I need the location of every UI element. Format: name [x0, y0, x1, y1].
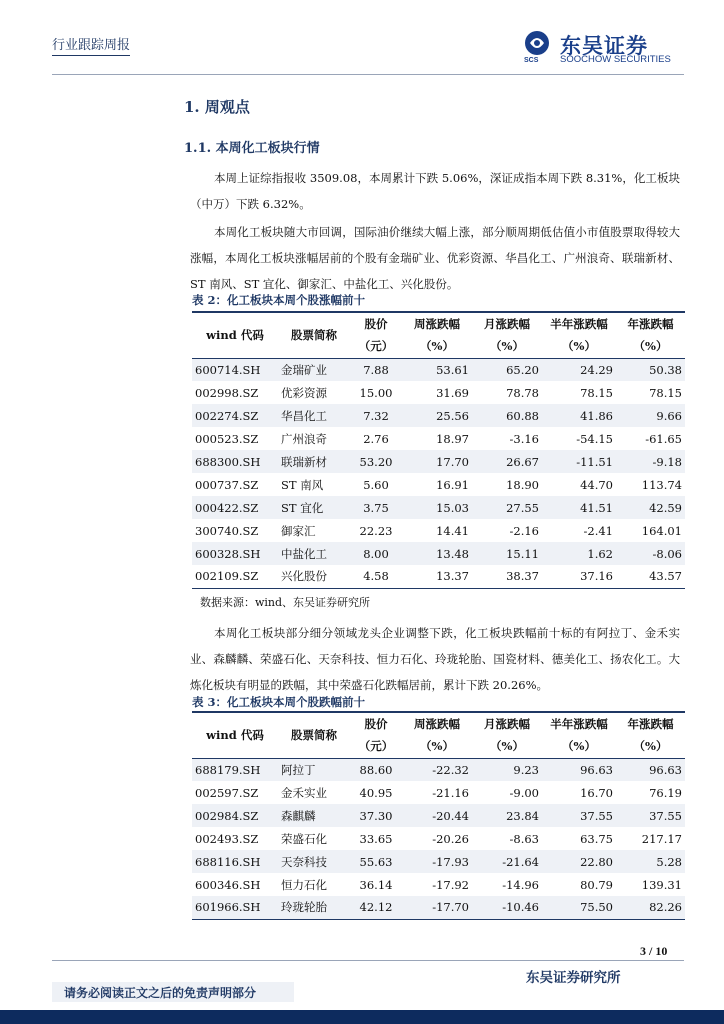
table-row: [192, 473, 685, 496]
table-cell: 78.78: [506, 385, 539, 400]
col-header: 股价（元）: [358, 717, 394, 754]
table-cell: 000422.SZ: [195, 500, 259, 515]
subsection-heading: 1.1. 本周化工板块行情: [184, 141, 320, 156]
table-cell: 75.50: [580, 900, 613, 915]
paragraph-gainers: [190, 219, 680, 297]
table-cell: 65.20: [506, 362, 539, 377]
table-cell: 41.51: [580, 500, 613, 515]
table-cell: 53.61: [436, 362, 469, 377]
table-cell: 000737.SZ: [195, 477, 259, 492]
col-header: 半年涨跌幅（%）: [550, 317, 608, 354]
table-cell: 33.65: [359, 831, 393, 846]
table-cell: -10.46: [502, 900, 539, 915]
table-cell: 中盐化工: [281, 546, 327, 561]
page-number: 3 / 10: [640, 944, 668, 958]
table-cell: 24.29: [580, 362, 613, 377]
table-cell: 63.75: [580, 831, 613, 846]
paragraph-text: 本周化工板块部分细分领域龙头企业调整下跌，化工板块跌幅前十标的有阿拉丁、金禾实业、森麟麟、荣盛石化、天奈科技、恒力石化、玲珑轮胎、国瓷材料、德美化工、扬农化工。大炼化板块有明显的跌幅，其中荣盛石化跌幅居前，累计下跌 20.26%。: [190, 626, 680, 692]
table-cell: -61.65: [645, 431, 682, 446]
table-cell: -20.44: [432, 808, 469, 823]
table-cell: 15.00: [359, 385, 393, 400]
brokerage-logo: [520, 30, 680, 70]
table-cell: 7.32: [363, 408, 389, 423]
table-cell: -21.64: [502, 854, 539, 869]
table-cell: 40.95: [359, 785, 393, 800]
table-cell: 139.31: [641, 877, 682, 892]
logo-chinese-name: 东吴证券: [560, 34, 648, 58]
table2-caption: 表 2：化工板块本周个股涨幅前十: [192, 293, 366, 307]
table-cell: 18.90: [506, 477, 539, 492]
table-row: [192, 496, 685, 519]
table-cell: 14.41: [436, 523, 469, 538]
table-cell: 22.23: [359, 523, 393, 538]
header-divider: [52, 74, 684, 75]
table-cell: 优彩资源: [281, 385, 327, 400]
table-cell: 26.67: [506, 454, 539, 469]
table-cell: 16.70: [580, 785, 613, 800]
table-cell: 1.62: [587, 546, 613, 561]
col-header: wind 代码: [206, 728, 264, 743]
table-cell: 600714.SH: [195, 362, 261, 377]
table-cell: 42.59: [649, 500, 682, 515]
paragraph-text: 本周化工板块随大市回调，国际油价继续大幅上涨，部分顺周期低估值小市值股票取得较大涨幅，本周化工板块涨幅居前的个股有金瑞矿业、优彩资源、华昌化工、广州浪奇、联瑞新材、ST 南风、ST 宜化、御家汇、中盐化工、兴化股份。: [190, 225, 680, 291]
table-cell: 002109.SZ: [195, 569, 259, 584]
table-cell: 16.91: [436, 477, 469, 492]
table-cell: -2.16: [509, 523, 539, 538]
footer-bar: [0, 1010, 724, 1024]
table-cell: 76.19: [649, 785, 682, 800]
table-cell: 金禾实业: [281, 785, 327, 800]
table-cell: 44.70: [580, 477, 613, 492]
table-cell: 43.57: [649, 569, 682, 584]
paragraph-index-summary: [190, 165, 680, 217]
table-cell: -14.96: [502, 877, 539, 892]
table-cell: 113.74: [641, 477, 682, 492]
table-cell: -8.06: [652, 546, 682, 561]
table-row: [192, 804, 685, 827]
table-cell: 荣盛石化: [281, 831, 327, 846]
table-cell: 13.48: [436, 546, 469, 561]
table-row: [192, 781, 685, 804]
table-cell: 002274.SZ: [195, 408, 259, 423]
table-cell: 37.55: [580, 808, 613, 823]
table-cell: 5.60: [363, 477, 389, 492]
col-header: 周涨跌幅（%）: [414, 717, 460, 754]
table-row: [192, 450, 685, 473]
table-cell: 天奈科技: [281, 854, 327, 869]
table-cell: 80.79: [580, 877, 613, 892]
table-cell: 88.60: [359, 762, 393, 777]
table-cell: 兴化股份: [281, 569, 327, 584]
table-cell: 688116.SH: [195, 854, 261, 869]
table-cell: -17.70: [432, 900, 469, 915]
col-header: 股票简称: [291, 728, 337, 743]
table-cell: 217.17: [641, 831, 682, 846]
table-cell: 96.63: [580, 762, 613, 777]
table-cell: -3.16: [509, 431, 539, 446]
table-cell: 50.38: [649, 362, 682, 377]
table-cell: 164.01: [641, 523, 682, 538]
table-cell: 华昌化工: [281, 408, 327, 423]
table-row: [192, 542, 685, 565]
disclaimer-notice: 请务必阅读正文之后的免责声明部分: [64, 986, 257, 1000]
table-cell: -9.18: [652, 454, 682, 469]
table-cell: 37.16: [580, 569, 613, 584]
table-row: [192, 896, 685, 919]
table-cell: 广州浪奇: [281, 431, 327, 446]
logo-english-name: SOOCHOW SECURITIES: [560, 54, 671, 65]
col-header: 股价（元）: [358, 317, 394, 354]
table-cell: 37.30: [359, 808, 393, 823]
table-cell: 688300.SH: [195, 454, 261, 469]
top-decliners-table-body: [192, 758, 685, 919]
table-cell: 金瑞矿业: [281, 362, 327, 377]
section-heading: 1. 周观点: [184, 98, 250, 116]
table-cell: -22.32: [432, 762, 469, 777]
table-row: [192, 873, 685, 896]
table-cell: 2.76: [363, 431, 389, 446]
table-cell: 002984.SZ: [195, 808, 259, 823]
table-cell: 41.86: [580, 408, 613, 423]
table-cell: 601966.SH: [195, 900, 261, 915]
table-cell: 25.56: [436, 408, 469, 423]
table-cell: 15.11: [506, 546, 539, 561]
col-header: wind 代码: [206, 328, 264, 343]
table-cell: 3.75: [363, 500, 389, 515]
table-cell: 36.14: [359, 877, 393, 892]
table-cell: 002597.SZ: [195, 785, 259, 800]
table-cell: -11.51: [576, 454, 613, 469]
table-cell: 300740.SZ: [195, 523, 259, 538]
top-gainers-table: [192, 311, 685, 589]
table-cell: 5.28: [656, 854, 682, 869]
table-cell: 688179.SH: [195, 762, 261, 777]
table-cell: 38.37: [506, 569, 539, 584]
table-cell: 82.26: [649, 900, 682, 915]
table-cell: 恒力石化: [281, 877, 327, 892]
table-cell: 22.80: [580, 854, 613, 869]
table-cell: 002493.SZ: [195, 831, 259, 846]
table-row: [192, 381, 685, 404]
table-cell: 27.55: [506, 500, 539, 515]
table-cell: -21.16: [432, 785, 469, 800]
table-cell: 8.00: [363, 546, 389, 561]
col-header: 股票简称: [291, 328, 337, 343]
table-cell: 13.37: [436, 569, 469, 584]
paragraph-decliners: [190, 620, 680, 698]
table-cell: 42.12: [359, 900, 393, 915]
table-cell: 阿拉丁: [281, 762, 316, 777]
table-cell: 17.70: [436, 454, 469, 469]
table-cell: 96.63: [649, 762, 682, 777]
table-row: [192, 565, 685, 588]
table-cell: 9.66: [656, 408, 682, 423]
table-cell: 玲珑轮胎: [281, 900, 327, 915]
table-cell: 15.03: [436, 500, 469, 515]
table-cell: 000523.SZ: [195, 431, 259, 446]
col-header: 年涨跌幅（%）: [627, 717, 674, 754]
top-decliners-table: [192, 711, 685, 920]
top-gainers-table-body: [192, 358, 685, 588]
table-cell: 7.88: [363, 362, 389, 377]
table-cell: -17.93: [432, 854, 469, 869]
table-row: [192, 404, 685, 427]
table-row: [192, 519, 685, 542]
table-cell: -2.41: [583, 523, 613, 538]
table-cell: 78.15: [649, 385, 682, 400]
table-row: [192, 827, 685, 850]
col-header: 年涨跌幅（%）: [627, 317, 674, 354]
table-cell: ST 宜化: [281, 500, 324, 515]
col-header: 月涨跌幅（%）: [484, 317, 530, 354]
table3-caption: 表 3：化工板块本周个股跌幅前十: [192, 695, 366, 709]
table-row: [192, 358, 685, 381]
table-cell: 002998.SZ: [195, 385, 259, 400]
table-cell: -20.26: [432, 831, 469, 846]
table-cell: 4.58: [363, 569, 389, 584]
col-header: 周涨跌幅（%）: [414, 317, 460, 354]
logo-abbr: SCS: [524, 57, 539, 64]
table-cell: 78.15: [580, 385, 613, 400]
table-cell: -17.92: [432, 877, 469, 892]
footer-divider: [52, 960, 684, 961]
table-cell: 600328.SH: [195, 546, 261, 561]
table2-source-note: 数据来源：wind、东吴证券研究所: [200, 596, 371, 609]
table-cell: 31.69: [436, 385, 469, 400]
table-row: [192, 758, 685, 781]
table-cell: 9.23: [513, 762, 539, 777]
table-cell: 23.84: [506, 808, 539, 823]
institute-name: 东吴证券研究所: [526, 970, 621, 986]
table-cell: 600346.SH: [195, 877, 261, 892]
table-row: [192, 427, 685, 450]
table-cell: 53.20: [359, 454, 393, 469]
paragraph-text: 本周上证综指报收 3509.08，本周累计下跌 5.06%，深证成指本周下跌 8.31%，化工板块（中万）下跌 6.32%。: [190, 171, 680, 211]
report-type-label: 行业跟踪周报: [52, 34, 130, 56]
table-cell: 55.63: [359, 854, 393, 869]
col-header: 半年涨跌幅（%）: [550, 717, 608, 754]
table-cell: -8.63: [509, 831, 539, 846]
table-cell: 联瑞新材: [281, 454, 327, 469]
table-cell: 18.97: [436, 431, 469, 446]
table-cell: 37.55: [649, 808, 682, 823]
col-header: 月涨跌幅（%）: [484, 717, 530, 754]
table-cell: 60.88: [506, 408, 539, 423]
table-cell: 森麒麟: [281, 808, 316, 823]
table-row: [192, 850, 685, 873]
table-cell: 御家汇: [281, 523, 316, 538]
table-cell: -9.00: [509, 785, 539, 800]
table-cell: ST 南风: [281, 477, 324, 492]
table-cell: -54.15: [576, 431, 613, 446]
